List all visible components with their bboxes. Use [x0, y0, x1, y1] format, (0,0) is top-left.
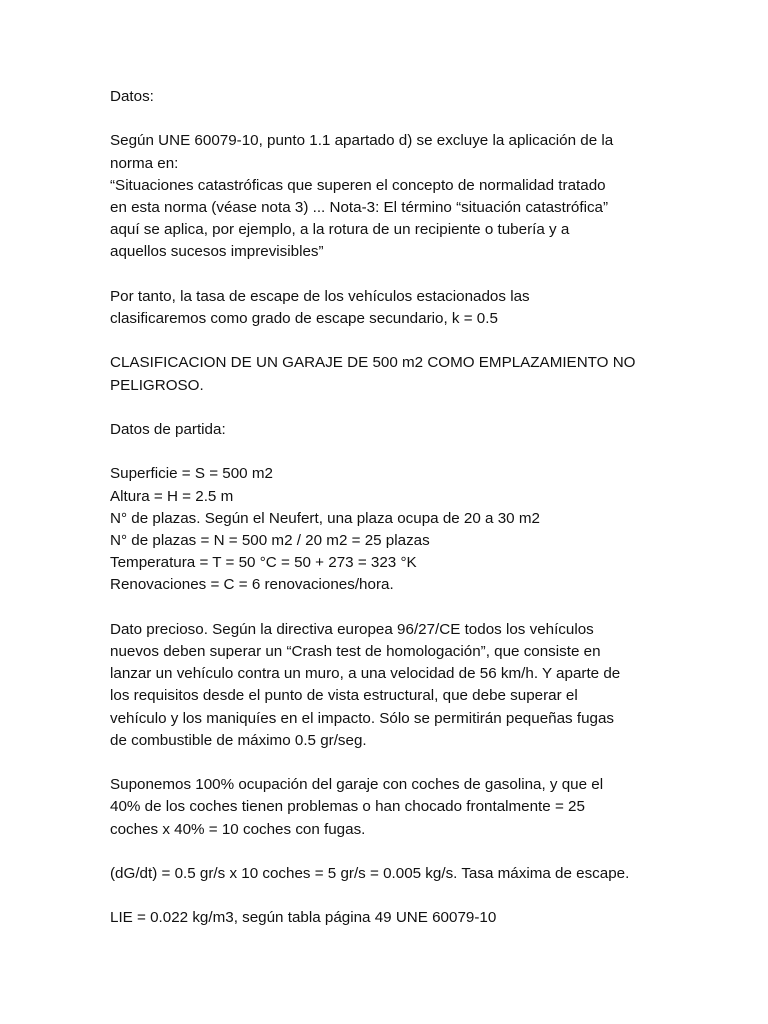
lie-line [110, 907, 662, 929]
text-line: aquí se aplica, por ejemplo, a la rotura de un recipiente o tubería y a [110, 221, 570, 239]
text-line: 40% de los coches tienen problemas o han chocado frontalmente = 25 [110, 798, 585, 816]
text-line: LIE = 0.022 kg/m3, según tabla página 49 UNE 60079-10 [110, 909, 497, 927]
text-line: coches x 40% = 10 coches con fugas. [110, 820, 366, 838]
une-exclusion-paragraph [110, 130, 662, 263]
text-line: los requisitos desde el punto de vista estructural, que debe superar el [110, 687, 578, 705]
text-line: aquellos sucesos imprevisibles” [110, 243, 324, 261]
directive-paragraph [110, 619, 662, 752]
data-item-temperature: Temperatura = T = 50 °C = 50 + 273 = 323 °K [110, 554, 417, 572]
data-item-spaces: N° de plazas = N = 500 m2 / 20 m2 = 25 plazas [110, 531, 430, 549]
text-line: Por tanto, la tasa de escape de los vehículos estacionados las [110, 287, 530, 305]
text-line: Suponemos 100% ocupación del garaje con coches de gasolina, y que el [110, 776, 604, 794]
document-body [110, 86, 662, 952]
text-line: de combustible de máximo 0.5 gr/seg. [110, 731, 367, 749]
starting-data-list [110, 463, 662, 596]
text-line: PELIGROSO. [110, 376, 204, 394]
text-line: Datos: [110, 88, 154, 105]
data-item-height: Altura = H = 2.5 m [110, 487, 234, 505]
data-item-surface: Superficie = S = 500 m2 [110, 465, 273, 483]
text-line: en esta norma (véase nota 3) ... Nota-3: El término “situación catastrófica” [110, 199, 609, 216]
text-line: Dato precioso. Según la directiva europea 96/27/CE todos los vehículos [110, 620, 594, 638]
text-line: norma en: [110, 154, 179, 172]
classification-title [110, 352, 662, 396]
text-line: (dG/dt) = 0.5 gr/s x 10 coches = 5 gr/s = 0.005 kg/s. Tasa máxima de escape. [110, 864, 630, 882]
occupancy-paragraph [110, 774, 662, 841]
escape-grade-paragraph [110, 286, 662, 330]
text-line: CLASIFICACION DE UN GARAJE DE 500 m2 COMO EMPLAZAMIENTO NO [110, 354, 636, 372]
data-item-renewals: Renovaciones = C = 6 renovaciones/hora. [110, 576, 394, 594]
text-line: clasificaremos como grado de escape secundario, k = 0.5 [110, 310, 498, 327]
text-line: vehículo y los maniquíes en el impacto. Sólo se permitirán pequeñas fugas [110, 709, 615, 727]
text-line: nuevos deben superar un “Crash test de homologación”, que consiste en [110, 642, 601, 660]
text-line: “Situaciones catastróficas que superen el concepto de normalidad tratado [110, 176, 606, 194]
heading-datos [110, 86, 662, 108]
data-item-neufert: N° de plazas. Según el Neufert, una plaza ocupa de 20 a 30 m2 [110, 509, 540, 527]
escape-rate-line [110, 863, 662, 885]
starting-data-heading [110, 419, 662, 441]
text-line: lanzar un vehículo contra un muro, a una velocidad de 56 km/h. Y aparte de [110, 665, 621, 683]
text-line: Según UNE 60079-10, punto 1.1 apartado d) se excluye la aplicación de la [110, 132, 614, 150]
text-line: Datos de partida: [110, 420, 226, 438]
